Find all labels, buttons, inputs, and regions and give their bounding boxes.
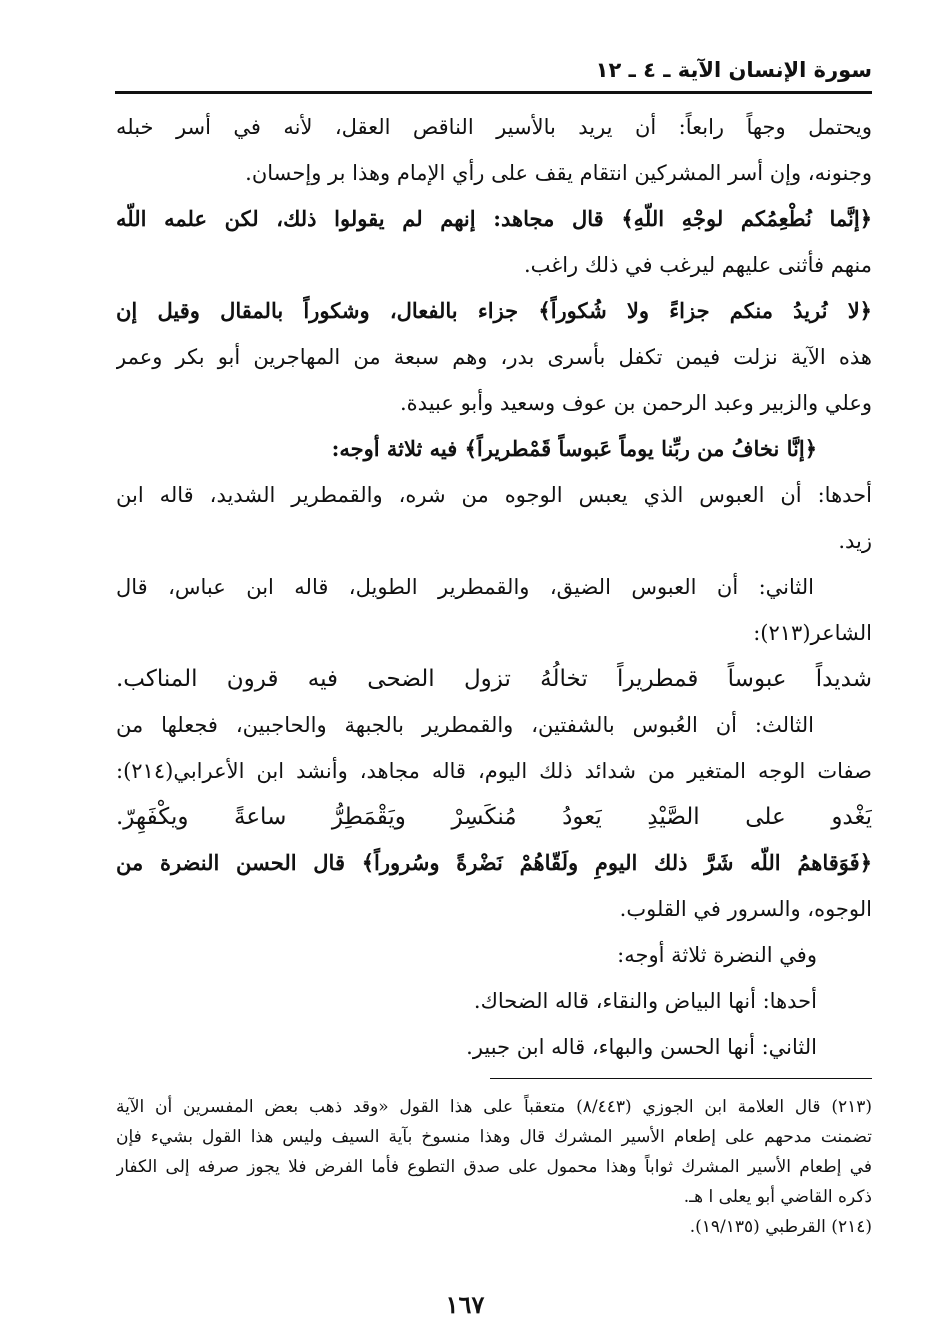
footnote-line: (٢١٣) قال العلامة ابن الجوزي (٨/٤٤٣) متعقباً على هذا القول «وقد ذهب بعض المفسرين أن الآية (116, 1097, 872, 1117)
footnotes (116, 1092, 872, 1242)
header-rule (115, 91, 872, 94)
main-text (116, 104, 872, 1070)
verse-line: ﴿إنَّا نخافُ من ربِّنا يوماً عَبوساً قَمْطريراً﴾ فيه ثلاثة أوجه: (331, 436, 817, 461)
poem-verse: يَغْدو على الصَّيْدِ يَعودُ مُنكَسِرْ ويَقْمَطِرُّ ساعةً ويكْفَهِرّ. (116, 804, 872, 830)
footnote-line: تضمنت مدحهم على إطعام الأسير المشرك قال وهذا منسوخ بآية السيف وليس هذا القول بشيء فإن (116, 1127, 872, 1147)
verse-line: ﴿إنَّما نُطْعِمُكم لوجْهِ اللّهِ﴾ قال مجاهد: إنهم لم يقولوا ذلك، لكن علمه اللّه (116, 206, 872, 231)
footnote-line: ذكره القاضي أبو يعلى ا هـ. (683, 1187, 872, 1207)
text-line: صفات الوجه المتغير من شدائد ذلك اليوم، قاله مجاهد، وأنشد ابن الأعرابي(٢١٤): (116, 759, 872, 783)
text-line: ويحتمل وجهاً رابعاً: أن يريد بالأسير الناقص العقل، لأنه في أسر خبله (116, 115, 872, 139)
text-line: أحدها: أن العبوس الذي يعبس الوجوه من شره، والقمطرير الشديد، قاله ابن (116, 483, 872, 507)
text-line: زيد. (838, 529, 872, 553)
page-number: ١٦٧ (445, 1290, 485, 1319)
verse-line: ﴿فَوَقاهمُ اللّه شَرَّ ذلك اليومِ ولَقّاهُمْ نَضْرةً وسُروراً﴾ قال الحسن النضرة من (116, 850, 872, 875)
footnote-line: (٢١٤) القرطبي (١٩/١٣٥). (689, 1217, 872, 1237)
text-line: وعلي والزبير وعبد الرحمن بن عوف وسعيد وأبو عبيدة. (400, 391, 872, 415)
text-line: منهم فأثنى عليهم ليرغب في ذلك راغب. (523, 253, 872, 277)
footnote-rule (490, 1078, 872, 1079)
text-line: الشاعر(٢١٣): (753, 621, 872, 645)
text-line: وجنونه، وإن أسر المشركين انتقام يقف على رأي الإمام وهذا بر وإحسان. (245, 161, 872, 185)
poem-verse: شديداً عبوساً قمطريراً تخالُهُ تزول الضحى فيه قرون المناكب. (116, 666, 872, 692)
text-line: الثاني: أن العبوس الضيق، والقمطرير الطويل، قاله ابن عباس، قال (116, 575, 814, 599)
footnote-line: في إطعام الأسير المشرك ثواباً وهذا محمول على صدق التطوع فأما الفرض فلا يجوز صرفه إلى الكفار (116, 1157, 872, 1177)
text-line: الوجوه، والسرور في القلوب. (619, 897, 872, 921)
running-header: سورة الإنسان الآية ـ ٤ ـ ١٢ (595, 58, 872, 82)
text-line: الثالث: أن العُبوس بالشفتين، والقمطرير بالجبهة والحاجبين، فجعلها من (116, 713, 814, 737)
text-line: وفي النضرة ثلاثة أوجه: (617, 943, 817, 967)
text-line: هذه الآية نزلت فيمن تكفل بأسرى بدر، وهم سبعة من المهاجرين أبو بكر وعمر (116, 345, 872, 369)
text-line: أحدها: أنها البياض والنقاء، قاله الضحاك. (473, 989, 817, 1013)
text-line: الثاني: أنها الحسن والبهاء، قاله ابن جبير. (466, 1035, 817, 1059)
verse-line: ﴿لا نُريدُ منكم جزاءً ولا شُكوراً﴾ جزاء بالفعال، وشكوراً بالمقال وقيل إن (116, 298, 872, 323)
